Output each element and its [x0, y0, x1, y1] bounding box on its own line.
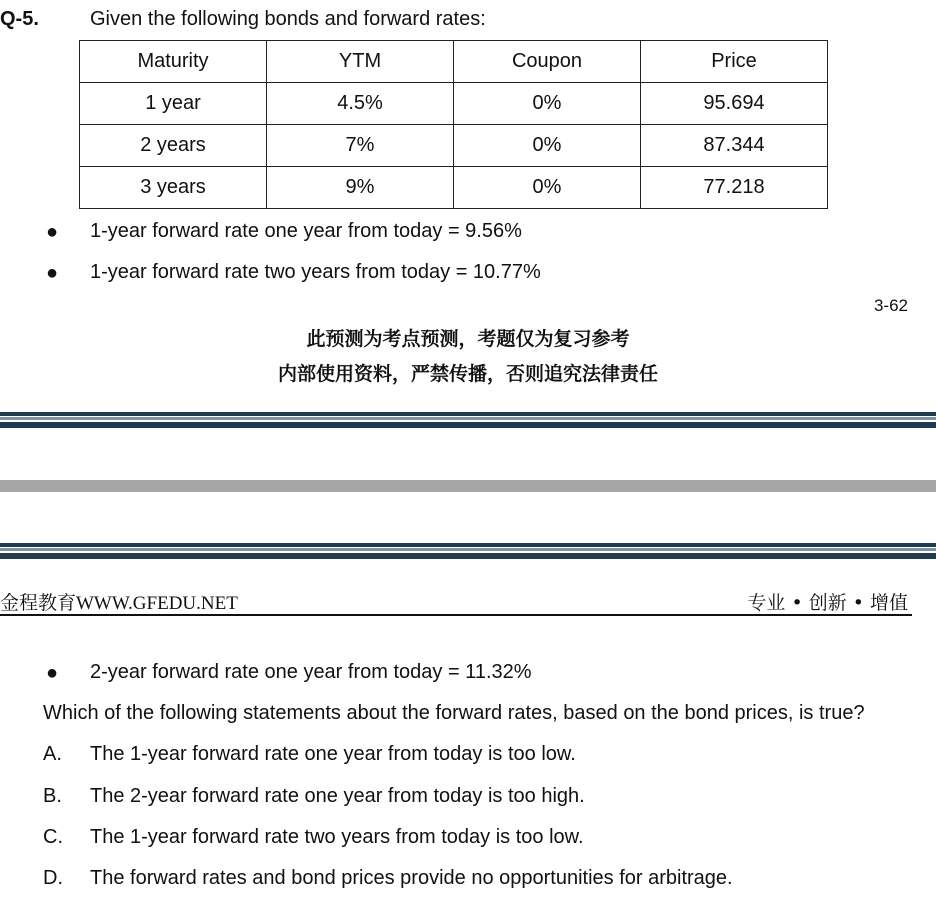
question-number: Q-5.	[0, 8, 39, 30]
cell-price: 95.694	[641, 83, 828, 125]
gap-bar	[0, 480, 936, 492]
divider-rule	[0, 543, 936, 547]
table-row	[80, 125, 828, 167]
bullet-forward-rate-2: 1-year forward rate two years from today = 10.77%	[90, 261, 541, 283]
cell-coupon: 0%	[454, 125, 641, 167]
page-number: 3-62	[873, 296, 908, 315]
header-price: Price	[641, 41, 828, 83]
cell-ytm: 7%	[267, 125, 454, 167]
divider-rule	[0, 548, 936, 551]
question-prompt: Which of the following statements about the forward rates, based on the bond prices, is true?	[43, 702, 865, 724]
bonds-table	[79, 40, 828, 209]
option-b-text: The 2-year forward rate one year from today is too high.	[90, 785, 585, 807]
table-row	[80, 167, 828, 209]
header-ytm: YTM	[267, 41, 454, 83]
bullet-forward-rate-1: 1-year forward rate one year from today = 9.56%	[90, 220, 522, 242]
option-a-letter: A.	[43, 743, 62, 765]
divider-rule	[0, 422, 936, 428]
option-d-letter: D.	[43, 867, 63, 889]
notice-line-1: 此预测为考点预测，考题仅为复习参考	[306, 328, 630, 350]
bullet-icon: ●	[46, 662, 59, 684]
cell-price: 77.218	[641, 167, 828, 209]
divider-rule	[0, 417, 936, 420]
bullet-forward-rate-3: 2-year forward rate one year from today = 11.32%	[90, 661, 532, 683]
divider-rule	[0, 412, 936, 416]
question-intro: Given the following bonds and forward rates:	[90, 8, 486, 30]
cell-coupon: 0%	[454, 167, 641, 209]
header-maturity: Maturity	[80, 41, 267, 83]
cell-coupon: 0%	[454, 83, 641, 125]
table-row	[80, 83, 828, 125]
table-header-row	[80, 41, 828, 83]
footer-line	[0, 614, 912, 616]
cell-ytm: 4.5%	[267, 83, 454, 125]
divider-rule	[0, 553, 936, 559]
option-d-text: The forward rates and bond prices provide no opportunities for arbitrage.	[90, 867, 733, 889]
bullet-icon: ●	[46, 262, 59, 284]
option-a-text: The 1-year forward rate one year from today is too low.	[90, 743, 576, 765]
option-b-letter: B.	[43, 785, 62, 807]
footer-brand: 金程教育WWW.GFEDU.NET	[0, 593, 238, 614]
option-c-letter: C.	[43, 826, 63, 848]
cell-maturity: 2 years	[80, 125, 267, 167]
cell-maturity: 3 years	[80, 167, 267, 209]
header-coupon: Coupon	[454, 41, 641, 83]
cell-ytm: 9%	[267, 167, 454, 209]
bullet-icon: ●	[46, 221, 59, 243]
notice-line-2: 内部使用资料，严禁传播，否则追究法律责任	[277, 363, 658, 385]
cell-price: 87.344	[641, 125, 828, 167]
option-c-text: The 1-year forward rate two years from today is too low.	[90, 826, 584, 848]
cell-maturity: 1 year	[80, 83, 267, 125]
footer-slogan: 专业 • 创新 • 增值	[747, 592, 908, 614]
